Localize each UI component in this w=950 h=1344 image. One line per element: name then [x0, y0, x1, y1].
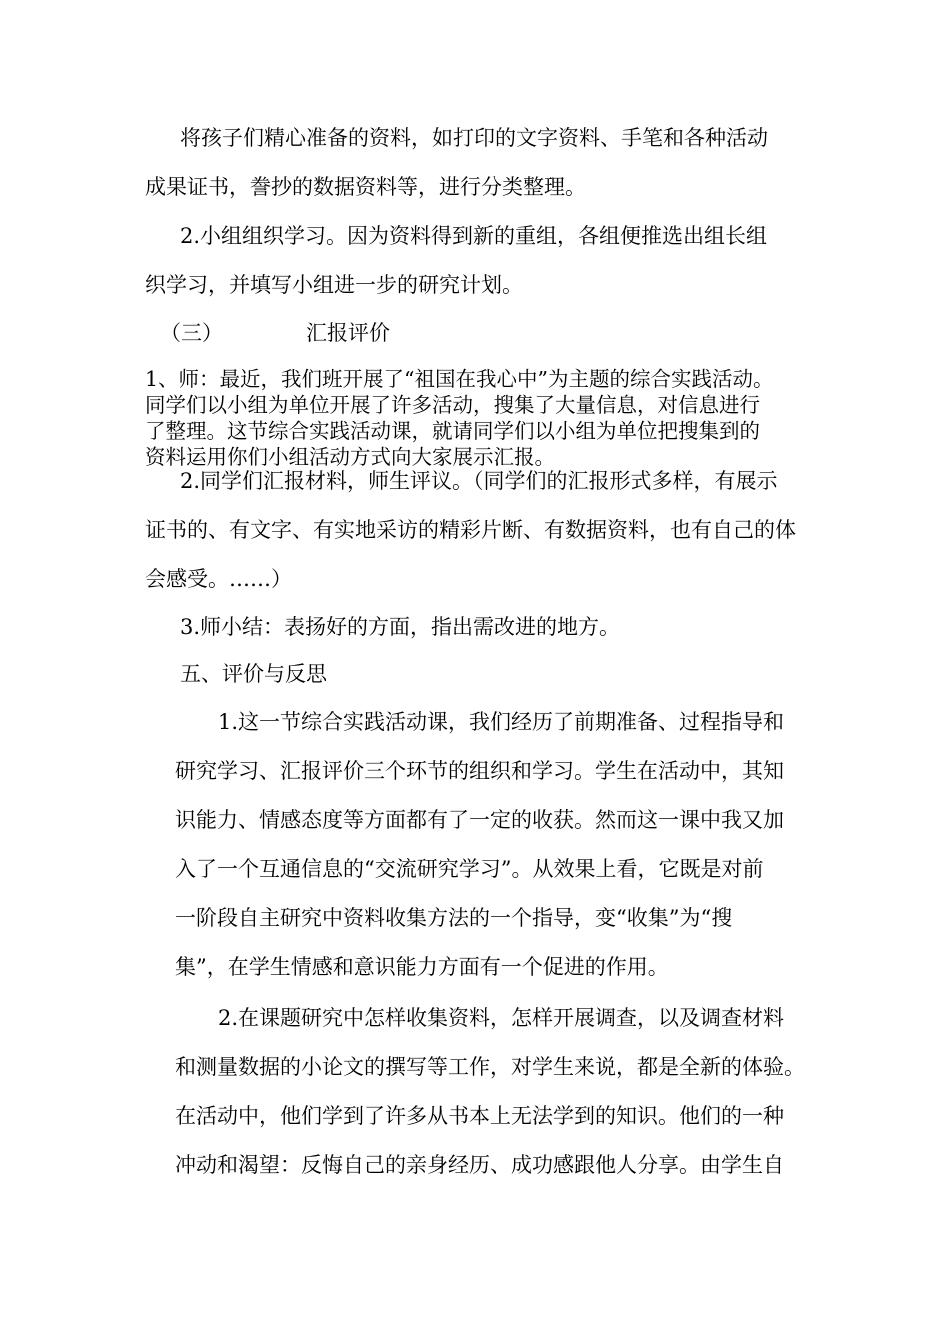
- text-line: 集”，在学生情感和意识能力方面有一个促进的作用。: [175, 955, 669, 979]
- text-line: 证书的、有文字、有实地采访的精彩片断、有数据资料，也有自己的体: [145, 518, 796, 542]
- text-line: 会感受。……）: [145, 567, 292, 591]
- text-line: 识能力、情感态度等方面都有了一定的收获。然而这一课中我又加: [175, 808, 784, 832]
- text-line: 2.在课题研究中怎样收集资料，怎样开展调查，以及调查材料: [218, 1006, 785, 1030]
- text-line: 将孩子们精心准备的资料，如打印的文字资料、手笔和各种活动: [180, 126, 768, 150]
- section-heading: 汇报评价: [306, 321, 390, 345]
- text-line: 3.师小结：表扬好的方面，指出需改进的地方。: [180, 615, 621, 639]
- text-line: 成果证书，誊抄的数据资料等，进行分类整理。: [145, 175, 586, 199]
- text-line: 在活动中，他们学到了许多从书本上无法学到的知识。他们的一种: [175, 1104, 784, 1128]
- text-line: 2.小组组织学习。因为资料得到新的重组，各组便推选出组长组: [180, 224, 768, 248]
- text-line: 了整理。这节综合实践活动课，就请同学们以小组为单位把搜集到的: [145, 419, 760, 443]
- text-line: 资料运用你们小组活动方式向大家展示汇报。: [145, 445, 555, 469]
- text-line: 1.这一节综合实践活动课，我们经历了前期准备、过程指导和: [218, 710, 785, 734]
- text-line: 2.同学们汇报材料，师生评议。（同学们的汇报形式多样，有展示: [180, 469, 778, 493]
- text-line: 入了一个互通信息的“交流研究学习”。从效果上看，它既是对前: [175, 857, 764, 881]
- text-line: 冲动和渴望：反悔自己的亲身经历、成功感跟他人分享。由学生自: [175, 1153, 784, 1177]
- text-line: 同学们以小组为单位开展了许多活动，搜集了大量信息，对信息进行: [145, 393, 760, 417]
- text-line: 织学习，并填写小组进一步的研究计划。: [145, 273, 523, 297]
- text-line: 研究学习、汇报评价三个环节的组织和学习。学生在活动中，其知: [175, 759, 784, 783]
- section-number: （三）: [160, 321, 223, 345]
- text-line: 一阶段自主研究中资料收集方法的一个指导，变“收集”为“搜: [175, 906, 733, 930]
- text-line: 1、师：最近，我们班开展了“祖国在我心中”为主题的综合实践活动。: [145, 367, 774, 391]
- section-heading: 五、评价与反思: [180, 662, 327, 686]
- text-line: 和测量数据的小论文的撰写等工作，对学生来说，都是全新的体验。: [175, 1055, 805, 1079]
